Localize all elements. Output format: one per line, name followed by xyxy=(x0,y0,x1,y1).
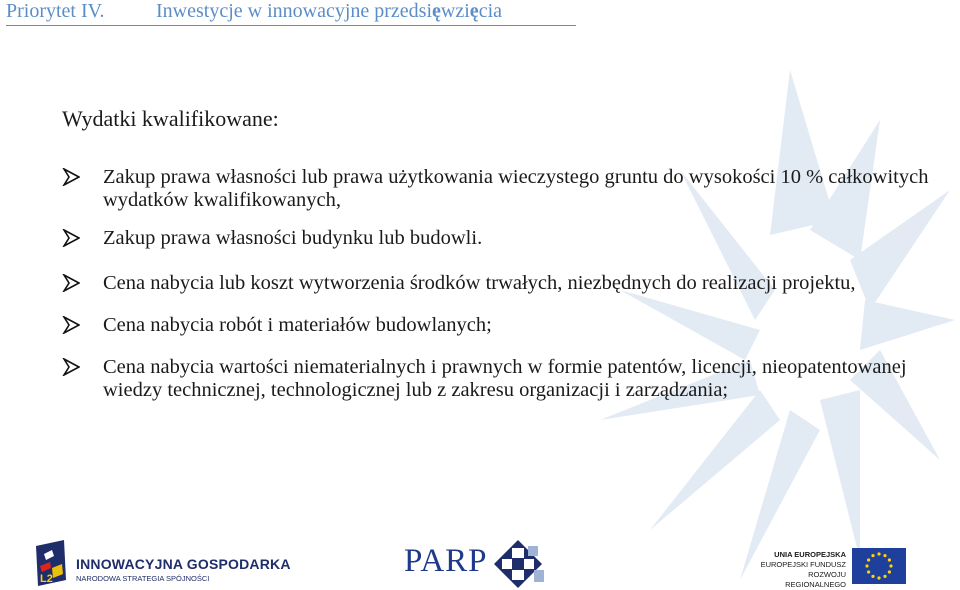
list-item xyxy=(62,272,942,295)
header-title-part: Inwestycje w innowacyjne przedsi xyxy=(156,0,433,22)
arrowhead-bullet-icon xyxy=(62,358,80,376)
list-item-text: Cena nabycia wartości niematerialnych i prawnych w formie patentów, licencji, nieopatentowanej wiedzy technicznej, technologicznej lub z zakresu organizacji i zarządzania; xyxy=(103,356,907,401)
parp-diamond-icon xyxy=(494,540,546,588)
header-title-part: ę xyxy=(469,0,479,22)
list-item-text: Zakup prawa własności budynku lub budowli. xyxy=(103,227,483,249)
innowacyjna-subtitle: NARODOWA STRATEGIA SPÓJNOŚCI xyxy=(76,574,210,583)
arrowhead-bullet-icon xyxy=(62,274,80,292)
list-item xyxy=(62,356,942,402)
eligible-costs-list xyxy=(62,166,942,402)
arrowhead-bullet-icon xyxy=(62,229,80,247)
eu-logo xyxy=(760,548,910,588)
section-title: Wydatki kwalifikowane: xyxy=(62,106,279,131)
list-item-text: Cena nabycia lub koszt wytworzenia środków trwałych, niezbędnych do realizacji projektu, xyxy=(103,272,856,294)
header-title-part: ę xyxy=(432,0,441,22)
header-underline xyxy=(6,25,576,26)
parp-logo xyxy=(404,540,554,590)
list-item-text: Zakup prawa własności lub prawa użytkowania wieczystego gruntu do wysokości 10 % całkowitych wydatków kwalifikowanych, xyxy=(103,166,929,211)
list-item xyxy=(62,227,942,250)
header-title xyxy=(156,0,502,23)
innowacyjna-gospodarka-emblem-icon xyxy=(34,540,68,588)
eu-line-1: UNIA EUROPEJSKA xyxy=(774,550,846,559)
eu-label xyxy=(760,550,846,590)
priority-label: Priorytet IV. xyxy=(6,0,105,22)
innowacyjna-title: INNOWACYJNA GOSPODARKA xyxy=(76,556,291,572)
header-title-part: wzi xyxy=(440,0,470,22)
list-item-text: Cena nabycia robót i materiałów budowlanych; xyxy=(103,314,492,336)
arrowhead-bullet-icon xyxy=(62,316,80,334)
list-item xyxy=(62,166,942,212)
arrowhead-bullet-icon xyxy=(62,168,80,186)
eu-flag-icon xyxy=(852,548,906,584)
list-item xyxy=(62,314,942,337)
parp-wordmark: PARP xyxy=(404,543,488,579)
header-title-part: cia xyxy=(478,0,502,22)
innowacyjna-gospodarka-logo xyxy=(34,540,291,588)
emblem-badge: L2 xyxy=(40,573,53,585)
eu-line-2: EUROPEJSKI FUNDUSZ xyxy=(760,560,846,569)
eu-line-3: ROZWOJU REGIONALNEGO xyxy=(785,570,846,589)
